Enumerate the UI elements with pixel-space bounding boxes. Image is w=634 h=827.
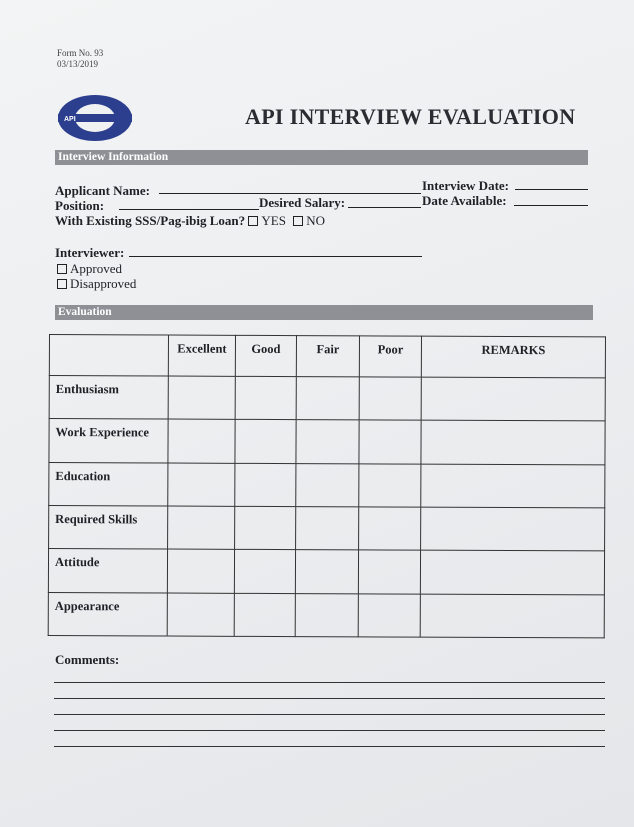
rating-cell[interactable] <box>168 419 235 463</box>
disapproved-checkbox[interactable] <box>57 279 67 289</box>
rating-cell[interactable] <box>235 463 296 507</box>
rating-cell[interactable] <box>168 376 235 420</box>
table-header-blank <box>49 335 168 377</box>
criterion-label: Appearance <box>48 592 167 636</box>
comment-line[interactable] <box>54 714 605 715</box>
table-row <box>48 592 604 638</box>
interviewer-label: Interviewer: <box>55 245 125 260</box>
position-field[interactable] <box>119 209 259 210</box>
section-header-info: Interview Information <box>55 150 588 165</box>
rating-cell[interactable] <box>235 420 296 464</box>
table-header-remarks: REMARKS <box>421 336 605 378</box>
rating-cell[interactable] <box>296 377 359 421</box>
approved-label: Approved <box>70 261 122 276</box>
rating-cell[interactable] <box>234 550 295 594</box>
applicant-name-field[interactable] <box>159 193 421 194</box>
table-row <box>49 462 605 508</box>
remarks-cell[interactable] <box>421 464 605 508</box>
table-row <box>49 419 605 465</box>
table-header-excellent: Excellent <box>168 335 235 376</box>
approved-checkbox[interactable] <box>57 264 67 274</box>
criterion-label: Required Skills <box>49 505 168 549</box>
form-number: Form No. 93 <box>57 48 104 58</box>
rating-cell[interactable] <box>167 593 234 637</box>
table-row <box>48 549 604 595</box>
rating-cell[interactable] <box>359 464 421 508</box>
desired-salary-label: Desired Salary: <box>259 195 346 210</box>
comment-line[interactable] <box>54 730 605 731</box>
rating-cell[interactable] <box>168 463 235 507</box>
rating-cell[interactable] <box>167 549 234 593</box>
desired-salary-field[interactable] <box>348 207 421 208</box>
comments-label: Comments: <box>55 652 120 667</box>
loan-question-label: With Existing SSS/Pag-ibig Loan? <box>55 213 246 228</box>
applicant-name-label: Applicant Name: <box>55 183 150 198</box>
table-row <box>49 505 605 551</box>
page-title: API INTERVIEW EVALUATION <box>245 104 576 129</box>
rating-cell[interactable] <box>296 420 359 464</box>
disapproved-label: Disapproved <box>70 276 137 291</box>
approved-option <box>57 261 122 277</box>
rating-cell[interactable] <box>358 550 420 594</box>
remarks-cell[interactable] <box>421 420 605 464</box>
table-header-row <box>49 335 605 378</box>
rating-cell[interactable] <box>295 550 358 594</box>
date-available-label: Date Available: <box>422 193 507 208</box>
criterion-label: Enthusiasm <box>49 376 168 420</box>
evaluation-table <box>48 334 606 638</box>
position-label: Position: <box>55 198 105 213</box>
rating-cell[interactable] <box>235 376 296 420</box>
api-logo <box>56 93 134 143</box>
form-number-block <box>57 48 103 70</box>
interview-date-field[interactable] <box>515 189 588 190</box>
rating-cell[interactable] <box>168 506 235 550</box>
rating-cell[interactable] <box>234 593 295 637</box>
rating-cell[interactable] <box>296 507 359 551</box>
disapproved-option <box>57 276 136 292</box>
rating-cell[interactable] <box>295 593 358 637</box>
no-checkbox[interactable] <box>293 216 303 226</box>
yes-checkbox[interactable] <box>248 216 258 226</box>
section-header-evaluation: Evaluation <box>55 305 593 320</box>
rating-cell[interactable] <box>359 507 421 551</box>
date-available-field[interactable] <box>514 205 588 206</box>
comment-line[interactable] <box>54 698 605 699</box>
criterion-label: Education <box>49 462 168 506</box>
interview-date-label: Interview Date: <box>422 178 509 193</box>
criterion-label: Work Experience <box>49 419 168 463</box>
logo-text: API <box>64 116 76 123</box>
remarks-cell[interactable] <box>420 550 604 594</box>
no-label: NO <box>306 213 325 228</box>
yes-label: YES <box>261 213 286 228</box>
criterion-label: Attitude <box>48 549 167 593</box>
remarks-cell[interactable] <box>420 594 604 638</box>
table-header-fair: Fair <box>296 336 359 377</box>
rating-cell[interactable] <box>296 463 359 507</box>
table-header-poor: Poor <box>359 336 421 377</box>
comment-line[interactable] <box>54 682 605 683</box>
form-date: 03/13/2019 <box>57 59 99 69</box>
rating-cell[interactable] <box>358 593 420 637</box>
rating-cell[interactable] <box>359 420 421 464</box>
comment-line[interactable] <box>54 746 605 747</box>
table-row <box>49 376 605 422</box>
remarks-cell[interactable] <box>421 377 605 421</box>
interviewer-field[interactable] <box>129 256 422 257</box>
rating-cell[interactable] <box>235 506 296 550</box>
table-header-good: Good <box>235 335 296 376</box>
rating-cell[interactable] <box>359 377 421 421</box>
remarks-cell[interactable] <box>421 507 605 551</box>
loan-question-row <box>55 213 325 229</box>
